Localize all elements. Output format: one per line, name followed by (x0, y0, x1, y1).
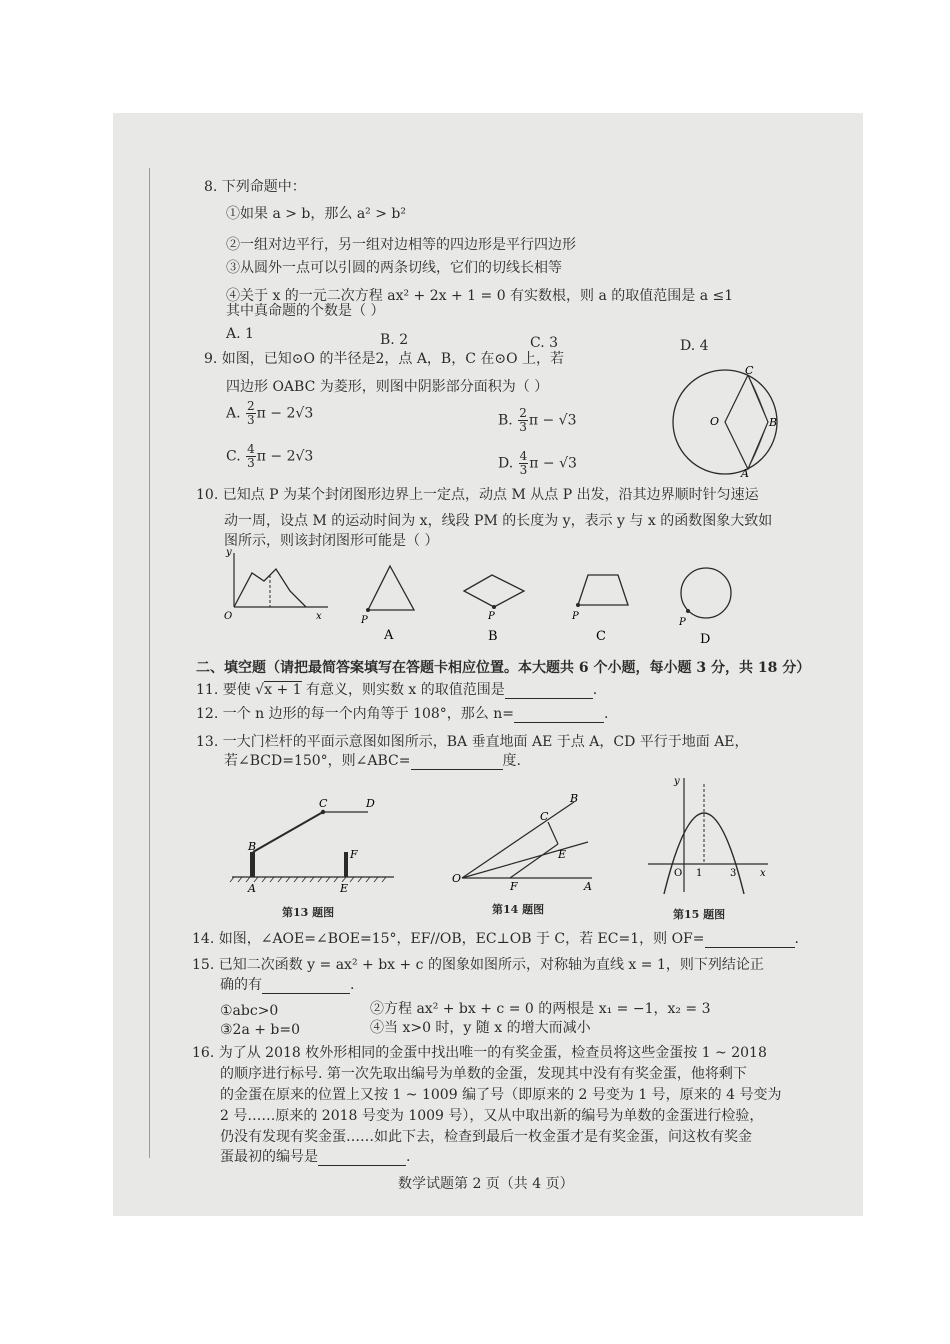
q14-label-o: O (452, 872, 462, 885)
q16-line-4: 2 号……原来的 2018 号变为 1009 号），又从中取出新的编号为单数的金蛋进行检验， (220, 1108, 764, 1124)
q9-option-c: C. $\frac{4}{3}$ π − 2√3 (226, 442, 314, 470)
q9-label-b: B (769, 416, 778, 429)
q8-option-b: B. 2 (380, 332, 409, 348)
q10-triangle (368, 566, 414, 610)
q13-caption: 第13 题图 (282, 906, 335, 919)
q15-label-3: 3 (730, 868, 737, 879)
q15-label-o: O (674, 868, 683, 879)
q10-point-p-d (686, 609, 690, 613)
q8-option-d: D. 4 (680, 338, 709, 354)
q10-line-2: 动一周，设点 M 的运动时间为 x，线段 PM 的长度为 y，表示 y 与 x 的函数图象大致如 (224, 513, 773, 529)
q13-label-a: A (248, 882, 256, 895)
q15-option-3: ③2a + b=0 (220, 1022, 301, 1038)
q10-trapezoid (578, 575, 628, 605)
q10-label-p-b: P (488, 611, 495, 622)
q10-label-c: C (596, 629, 606, 644)
q14-ray-oe (462, 842, 588, 878)
q10-point-p-a (366, 608, 370, 612)
q13-label-c: C (319, 797, 328, 810)
q10-label-d: D (700, 632, 711, 647)
q13-post-ef (344, 852, 348, 877)
q8-statement-4: ④关于 x 的一元二次方程 ax² + 2x + 1 = 0 有实数根，则 a 的取值范围是 a ≤1 (226, 288, 734, 304)
q10-option-a-triangle (356, 560, 426, 650)
q14-label-c: C (540, 810, 549, 823)
q10-rhombus (464, 575, 524, 607)
q11-answer-blank (505, 684, 593, 699)
q10-label-p-a: P (361, 615, 368, 626)
q8-option-a: A. 1 (226, 326, 254, 342)
q14-angle-figure (448, 790, 608, 895)
q9-label-a: A (741, 467, 749, 480)
q15-caption: 第15 题图 (673, 908, 726, 921)
q10-label-a: A (384, 628, 394, 643)
q10-point-p-c (576, 603, 580, 607)
q13-label-f: F (350, 848, 358, 861)
q15-option-1: ①abc>0 (220, 1003, 279, 1019)
q10-label-b: B (488, 629, 498, 644)
q14-ray-ob (462, 802, 574, 878)
q13-post-ba (250, 852, 255, 877)
q9-rhombus (725, 375, 768, 469)
q14-segment-ce (548, 822, 558, 844)
q8-statement-2: ②一组对边平行，另一组对边相等的四边形是平行四边形 (226, 237, 576, 253)
q12-answer-blank (514, 708, 604, 723)
section-2-title: 二、填空题（请把最简答案填写在答题卡相应位置。本大题共 6 个小题，每小题 3 分，共 18 分） (196, 660, 811, 676)
q8-statement-1: ①如果 a > b，那么 a² > b² (226, 206, 407, 222)
q15-label-x: x (760, 868, 766, 879)
q13-answer-blank (411, 755, 503, 770)
q13-label-d: D (366, 797, 375, 810)
q15-label-y: y (674, 776, 680, 787)
q14-label-e: E (558, 848, 567, 861)
q13-line-1: 13. 一大门栏杆的平面示意图如图所示，BA 垂直地面 AE 于点 A，CD 平行于地面 AE， (196, 734, 749, 750)
q10-label-p-c: P (572, 611, 579, 622)
q10-label-x: x (316, 611, 322, 622)
q15-parabola-figure (644, 772, 774, 900)
q14-segment-fe (510, 844, 558, 878)
q16-line-6: 蛋最初的编号是 . (220, 1149, 411, 1165)
q14-answer-blank (705, 933, 795, 948)
q10-line-3: 图所示，则该封闭图形可能是（ ） (224, 533, 439, 549)
q13-line-2: 若∠BCD=150°，则∠ABC= 度. (224, 753, 521, 769)
q16-line-5: 仍没有发现有奖金蛋……如此下去，检查到最后一枚金蛋才是有奖金蛋，问这枚有奖金 (220, 1129, 752, 1145)
q8-stem: 8. 下列命题中： (204, 179, 306, 195)
q16-line-2: 的顺序进行标号. 第一次先取出编号为单数的金蛋，发现其中没有有奖金蛋，他将剩下 (220, 1066, 747, 1082)
q9-option-b: B. $\frac{2}{3}$ π − √3 (498, 406, 577, 434)
q13-bar-bc (253, 812, 323, 852)
q15-label-1: 1 (696, 868, 703, 879)
q9-option-d: D. $\frac{4}{3}$ π − √3 (498, 449, 577, 477)
q9-circle-figure (668, 362, 788, 480)
q14-label-b: B (570, 792, 579, 805)
q10-line-1: 10. 已知点 P 为某个封闭图形边界上一定点，动点 M 从点 P 出发，沿其边界顺时针匀速运 (196, 487, 759, 503)
page-footer: 数学试题第 2 页（共 4 页） (398, 1176, 574, 1192)
q15-option-2: ②方程 ax² + bx + c = 0 的两根是 x₁ = −1，x₂ = 3 (370, 1001, 711, 1017)
q10-function-graph (218, 545, 338, 625)
q10-option-d-circle (672, 563, 742, 653)
q15-answer-blank (262, 979, 350, 994)
q10-label-y: y (226, 547, 232, 558)
q16-line-3: 的金蛋在原来的位置上又按 1 ~ 1009 编了号（即原来的 2 号变为 1 号，原来的 4 号变为 (220, 1087, 782, 1103)
q14-label-f: F (510, 880, 518, 893)
q8-option-c: C. 3 (530, 335, 559, 351)
q10-label-o: O (224, 611, 233, 622)
q15-line-1: 15. 已知二次函数 y = ax² + bx + c 的图象如图所示，对称轴为直线 x = 1，则下列结论正 (192, 957, 764, 973)
q9-line-2: 四边形 OABC 为菱形，则图中阴影部分面积为（ ） (226, 379, 549, 395)
q13-label-b: B (248, 840, 257, 853)
q11: 11. 要使 √x + 1 有意义，则实数 x 的取值范围是 . (196, 682, 598, 698)
q10-point-p-b (492, 605, 496, 609)
q9-option-a: A. $\frac{2}{3}$ π − 2√3 (226, 399, 314, 427)
q10-option-c-trapezoid (568, 565, 638, 650)
q9-label-o: O (710, 415, 720, 428)
q16-line-1: 16. 为了从 2018 枚外形相同的金蛋中找出唯一的有奖金蛋，检查员将这些金蛋按 1 ~ 2018 (192, 1045, 767, 1061)
q16-answer-blank (318, 1151, 406, 1166)
q13-label-e: E (340, 882, 349, 895)
q10-option-b-rhombus (458, 565, 538, 650)
q8-statement-3: ③从圆外一点可以引圆的两条切线，它们的切线长相等 (226, 260, 562, 276)
q12: 12. 一个 n 边形的每一个内角等于 108°，那么 n= . (196, 706, 609, 722)
q14-caption: 第14 题图 (492, 903, 545, 916)
q13-point-c (321, 810, 325, 814)
binding-margin-line (149, 168, 150, 1158)
q15-line-2: 确的有 . (220, 977, 355, 993)
q13-gate-figure (228, 792, 398, 897)
q14: 14. 如图，∠AOE=∠BOE=15°，EF//OB，EC⊥OB 于 C，若 EC=1，则 OF= . (192, 931, 799, 947)
q14-label-a: A (584, 880, 592, 893)
q15-option-4: ④当 x>0 时，y 随 x 的增大而减小 (370, 1020, 591, 1036)
q9-label-c: C (745, 364, 754, 377)
q10-label-p-d: P (679, 617, 686, 628)
q8-question: 其中真命题的个数是（ ） (226, 303, 385, 319)
q9-line-1: 9. 如图，已知⊙O 的半径是2，点 A，B，C 在⊙O 上，若 (204, 351, 565, 367)
